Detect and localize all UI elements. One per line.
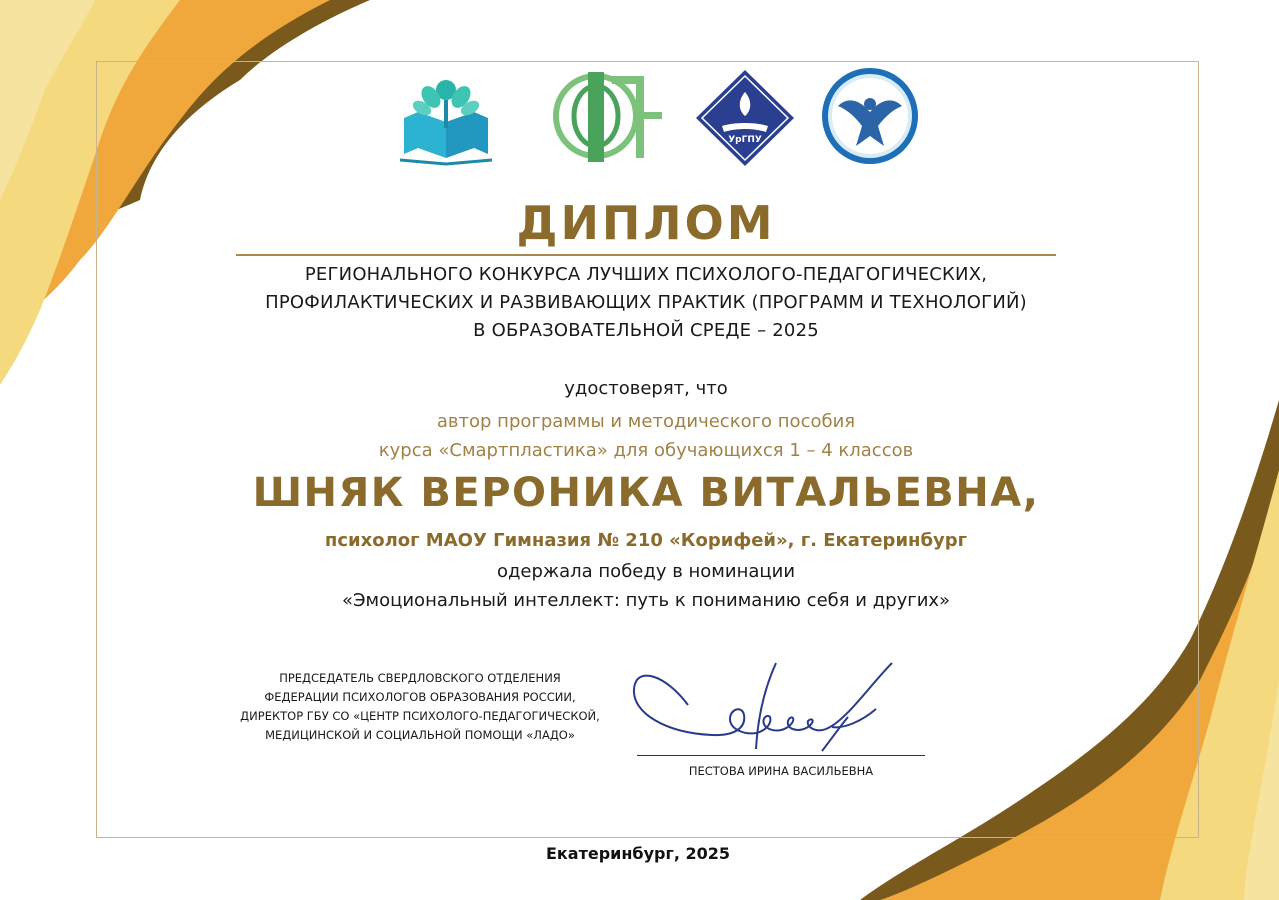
svg-text:УрГПУ: УрГПУ: [728, 135, 762, 145]
role-line: курса «Смартпластика» для обучающихся 1 – 4 классов: [378, 440, 914, 461]
bird-emblem-logo: [822, 68, 918, 164]
chair-title: [196, 669, 644, 745]
contest-description: [96, 261, 1196, 345]
certify-text: удостоверят, что: [564, 378, 728, 399]
signer-name: ПЕСТОВА ИРИНА ВАСИЛЬЕВНА: [688, 764, 874, 778]
book-tree-logo: [400, 80, 492, 164]
title-underline: [236, 254, 1056, 256]
signature-line: [637, 755, 925, 756]
chair-line: ПРЕДСЕДАТЕЛЬ СВЕРДЛОВСКОГО ОТДЕЛЕНИЯ: [279, 671, 561, 685]
signature-image: [626, 655, 926, 755]
chair-line: ДИРЕКТОР ГБУ СО «ЦЕНТР ПСИХОЛОГО-ПЕДАГОГИЧЕСКОЙ,: [240, 709, 600, 723]
logos-row: [398, 66, 928, 170]
city-year: Екатеринбург, 2025: [545, 844, 731, 863]
fpo-logo: [556, 72, 662, 162]
recipient-position: психолог МАОУ Гимназия № 210 «Корифей», г. Екатеринбург: [324, 530, 968, 551]
contest-line: В ОБРАЗОВАТЕЛЬНОЙ СРЕДЕ – 2025: [473, 320, 819, 341]
nomination-title: «Эмоциональный интеллект: путь к пониманию себя и других»: [341, 590, 951, 611]
chair-line: МЕДИЦИНСКОЙ И СОЦИАЛЬНОЙ ПОМОЩИ «ЛАДО»: [265, 728, 575, 742]
recipient-name: ШНЯК ВЕРОНИКА ВИТАЛЬЕВНА,: [252, 470, 1040, 516]
contest-line: РЕГИОНАЛЬНОГО КОНКУРСА ЛУЧШИХ ПСИХОЛОГО-ПЕДАГОГИЧЕСКИХ,: [304, 264, 988, 285]
role-line: автор программы и методического пособия: [436, 411, 856, 432]
award-role: [96, 407, 1196, 465]
contest-line: ПРОФИЛАКТИЧЕСКИХ И РАЗВИВАЮЩИХ ПРАКТИК (ПРОГРАММ И ТЕХНОЛОГИЙ): [265, 292, 1027, 313]
urgpu-logo: [696, 70, 794, 166]
won-text: одержала победу в номинации: [496, 561, 796, 582]
diploma-title: ДИПЛОМ: [516, 196, 776, 250]
chair-line: ФЕДЕРАЦИИ ПСИХОЛОГОВ ОБРАЗОВАНИЯ РОССИИ,: [264, 690, 576, 704]
